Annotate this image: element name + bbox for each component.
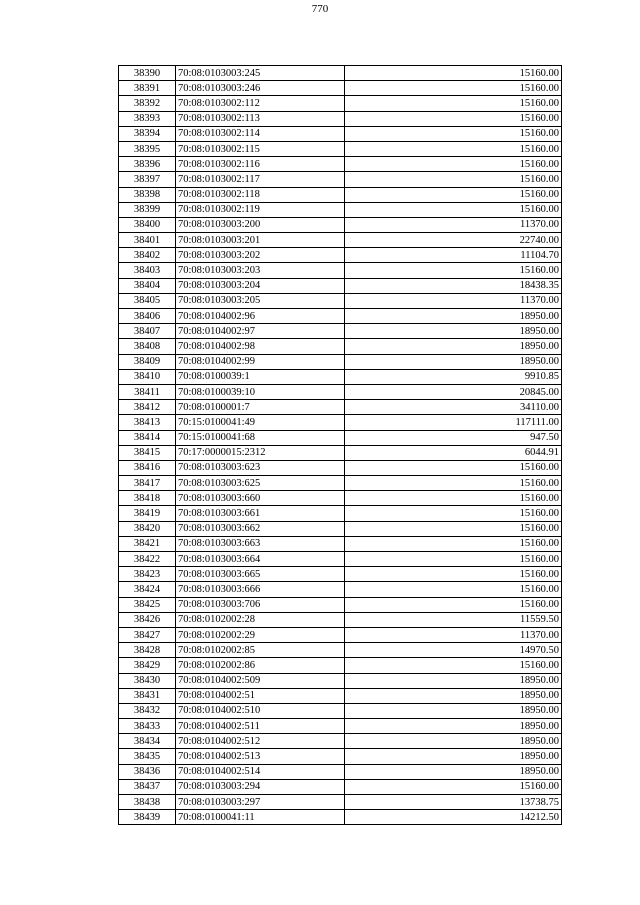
table-row [119, 111, 562, 126]
row-number-cell: 38393 [119, 111, 176, 126]
row-number-cell: 38433 [119, 719, 176, 734]
value-cell: 18950.00 [345, 734, 562, 749]
table-row [119, 612, 562, 627]
row-number-cell: 38406 [119, 309, 176, 324]
value-cell: 18438.35 [345, 278, 562, 293]
row-number-cell: 38435 [119, 749, 176, 764]
cadastral-number-cell: 70:08:0103003:706 [176, 597, 345, 612]
cadastral-number-cell: 70:08:0103003:666 [176, 582, 345, 597]
value-cell: 15160.00 [345, 491, 562, 506]
table-row [119, 536, 562, 551]
row-number-cell: 38401 [119, 233, 176, 248]
cadastral-number-cell: 70:08:0103002:118 [176, 187, 345, 202]
cadastral-number-cell: 70:08:0103002:117 [176, 172, 345, 187]
row-number-cell: 38430 [119, 673, 176, 688]
cadastral-number-cell: 70:15:0100041:49 [176, 415, 345, 430]
cadastral-number-cell: 70:08:0103003:201 [176, 233, 345, 248]
value-cell: 18950.00 [345, 749, 562, 764]
table-row [119, 293, 562, 308]
row-number-cell: 38413 [119, 415, 176, 430]
row-number-cell: 38417 [119, 476, 176, 491]
row-number-cell: 38420 [119, 521, 176, 536]
table-row [119, 172, 562, 187]
cadastral-number-cell: 70:08:0103003:297 [176, 795, 345, 810]
table-row [119, 597, 562, 612]
table-row [119, 643, 562, 658]
value-cell: 15160.00 [345, 658, 562, 673]
table-row [119, 339, 562, 354]
value-cell: 14970.50 [345, 643, 562, 658]
row-number-cell: 38400 [119, 217, 176, 232]
table-row [119, 764, 562, 779]
cadastral-number-cell: 70:08:0104002:98 [176, 339, 345, 354]
table-row [119, 400, 562, 415]
table-row [119, 141, 562, 156]
table-row [119, 460, 562, 475]
table-row [119, 506, 562, 521]
cadastral-number-cell: 70:17:0000015:2312 [176, 445, 345, 460]
table-row [119, 779, 562, 794]
value-cell: 13738.75 [345, 795, 562, 810]
row-number-cell: 38414 [119, 430, 176, 445]
row-number-cell: 38396 [119, 157, 176, 172]
value-cell: 18950.00 [345, 764, 562, 779]
cadastral-number-cell: 70:08:0103002:119 [176, 202, 345, 217]
row-number-cell: 38422 [119, 552, 176, 567]
cadastral-number-cell: 70:08:0103003:294 [176, 779, 345, 794]
cadastral-number-cell: 70:08:0102002:28 [176, 612, 345, 627]
cadastral-number-cell: 70:08:0103002:112 [176, 96, 345, 111]
value-cell: 15160.00 [345, 263, 562, 278]
row-number-cell: 38426 [119, 612, 176, 627]
row-number-cell: 38397 [119, 172, 176, 187]
value-cell: 11370.00 [345, 627, 562, 642]
cadastral-number-cell: 70:08:0100041:11 [176, 810, 345, 825]
table-row [119, 96, 562, 111]
value-cell: 15160.00 [345, 111, 562, 126]
value-cell: 947.50 [345, 430, 562, 445]
cadastral-number-cell: 70:08:0103003:664 [176, 552, 345, 567]
cadastral-number-cell: 70:08:0104002:512 [176, 734, 345, 749]
value-cell: 6044.91 [345, 445, 562, 460]
value-cell: 18950.00 [345, 324, 562, 339]
cadastral-number-cell: 70:08:0103003:662 [176, 521, 345, 536]
value-cell: 34110.00 [345, 400, 562, 415]
table-row [119, 582, 562, 597]
table-row [119, 66, 562, 81]
cadastral-number-cell: 70:08:0103003:204 [176, 278, 345, 293]
table-row [119, 126, 562, 141]
table-row [119, 734, 562, 749]
table-row [119, 491, 562, 506]
value-cell: 18950.00 [345, 354, 562, 369]
value-cell: 15160.00 [345, 521, 562, 536]
value-cell: 18950.00 [345, 673, 562, 688]
row-number-cell: 38403 [119, 263, 176, 278]
table-row [119, 749, 562, 764]
value-cell: 18950.00 [345, 703, 562, 718]
value-cell: 15160.00 [345, 582, 562, 597]
value-cell: 14212.50 [345, 810, 562, 825]
table-row [119, 445, 562, 460]
row-number-cell: 38418 [119, 491, 176, 506]
table-row [119, 217, 562, 232]
row-number-cell: 38432 [119, 703, 176, 718]
value-cell: 15160.00 [345, 567, 562, 582]
value-cell: 15160.00 [345, 476, 562, 491]
row-number-cell: 38423 [119, 567, 176, 582]
cadastral-number-cell: 70:15:0100041:68 [176, 430, 345, 445]
value-cell: 15160.00 [345, 506, 562, 521]
table-row [119, 81, 562, 96]
cadastral-number-cell: 70:08:0104002:509 [176, 673, 345, 688]
cadastral-number-cell: 70:08:0103003:203 [176, 263, 345, 278]
table-row [119, 476, 562, 491]
cadastral-number-cell: 70:08:0103002:116 [176, 157, 345, 172]
cadastral-number-cell: 70:08:0103003:245 [176, 66, 345, 81]
cadastral-number-cell: 70:08:0100039:1 [176, 369, 345, 384]
table-row [119, 627, 562, 642]
row-number-cell: 38431 [119, 688, 176, 703]
value-cell: 15160.00 [345, 552, 562, 567]
value-cell: 15160.00 [345, 779, 562, 794]
cadastral-number-cell: 70:08:0103003:205 [176, 293, 345, 308]
value-cell: 22740.00 [345, 233, 562, 248]
cadastral-number-cell: 70:08:0102002:85 [176, 643, 345, 658]
row-number-cell: 38408 [119, 339, 176, 354]
value-cell: 11559.50 [345, 612, 562, 627]
row-number-cell: 38415 [119, 445, 176, 460]
cadastral-number-cell: 70:08:0104002:97 [176, 324, 345, 339]
row-number-cell: 38439 [119, 810, 176, 825]
row-number-cell: 38391 [119, 81, 176, 96]
cadastral-value-table [118, 65, 562, 825]
row-number-cell: 38436 [119, 764, 176, 779]
row-number-cell: 38427 [119, 627, 176, 642]
row-number-cell: 38429 [119, 658, 176, 673]
cadastral-number-cell: 70:08:0102002:29 [176, 627, 345, 642]
value-cell: 15160.00 [345, 460, 562, 475]
table-row [119, 233, 562, 248]
cadastral-number-cell: 70:08:0104002:514 [176, 764, 345, 779]
value-cell: 20845.00 [345, 384, 562, 399]
row-number-cell: 38398 [119, 187, 176, 202]
cadastral-number-cell: 70:08:0102002:86 [176, 658, 345, 673]
table-row [119, 369, 562, 384]
row-number-cell: 38421 [119, 536, 176, 551]
value-cell: 15160.00 [345, 536, 562, 551]
value-cell: 18950.00 [345, 309, 562, 324]
cadastral-number-cell: 70:08:0104002:96 [176, 309, 345, 324]
table-body [119, 66, 562, 825]
cadastral-number-cell: 70:08:0103003:200 [176, 217, 345, 232]
table-row [119, 719, 562, 734]
value-cell: 15160.00 [345, 66, 562, 81]
cadastral-number-cell: 70:08:0104002:99 [176, 354, 345, 369]
cadastral-number-cell: 70:08:0103003:661 [176, 506, 345, 521]
table-row [119, 521, 562, 536]
cadastral-number-cell: 70:08:0104002:513 [176, 749, 345, 764]
row-number-cell: 38425 [119, 597, 176, 612]
value-cell: 15160.00 [345, 157, 562, 172]
cadastral-number-cell: 70:08:0100039:10 [176, 384, 345, 399]
table-row [119, 688, 562, 703]
row-number-cell: 38434 [119, 734, 176, 749]
value-cell: 15160.00 [345, 126, 562, 141]
table-row [119, 248, 562, 263]
value-cell: 9910.85 [345, 369, 562, 384]
value-cell: 11370.00 [345, 217, 562, 232]
row-number-cell: 38424 [119, 582, 176, 597]
value-cell: 15160.00 [345, 202, 562, 217]
cadastral-number-cell: 70:08:0103003:623 [176, 460, 345, 475]
table-row [119, 278, 562, 293]
row-number-cell: 38390 [119, 66, 176, 81]
cadastral-number-cell: 70:08:0103003:660 [176, 491, 345, 506]
cadastral-number-cell: 70:08:0103003:663 [176, 536, 345, 551]
value-cell: 15160.00 [345, 187, 562, 202]
row-number-cell: 38395 [119, 141, 176, 156]
cadastral-number-cell: 70:08:0103003:202 [176, 248, 345, 263]
page-number: 770 [311, 3, 329, 15]
table-row [119, 157, 562, 172]
row-number-cell: 38409 [119, 354, 176, 369]
cadastral-number-cell: 70:08:0103003:246 [176, 81, 345, 96]
row-number-cell: 38402 [119, 248, 176, 263]
table-row [119, 202, 562, 217]
row-number-cell: 38437 [119, 779, 176, 794]
cadastral-number-cell: 70:08:0103002:113 [176, 111, 345, 126]
cadastral-number-cell: 70:08:0100001:7 [176, 400, 345, 415]
table-row [119, 567, 562, 582]
row-number-cell: 38438 [119, 795, 176, 810]
table-row [119, 384, 562, 399]
row-number-cell: 38404 [119, 278, 176, 293]
table-row [119, 430, 562, 445]
value-cell: 18950.00 [345, 719, 562, 734]
row-number-cell: 38394 [119, 126, 176, 141]
cadastral-number-cell: 70:08:0103003:665 [176, 567, 345, 582]
cadastral-number-cell: 70:08:0103003:625 [176, 476, 345, 491]
value-cell: 18950.00 [345, 688, 562, 703]
table-row [119, 415, 562, 430]
table-row [119, 324, 562, 339]
value-cell: 15160.00 [345, 172, 562, 187]
row-number-cell: 38399 [119, 202, 176, 217]
table-row [119, 810, 562, 825]
table-row [119, 658, 562, 673]
row-number-cell: 38428 [119, 643, 176, 658]
value-cell: 15160.00 [345, 96, 562, 111]
value-cell: 15160.00 [345, 141, 562, 156]
table-row [119, 309, 562, 324]
cadastral-number-cell: 70:08:0104002:51 [176, 688, 345, 703]
row-number-cell: 38419 [119, 506, 176, 521]
cadastral-number-cell: 70:08:0104002:510 [176, 703, 345, 718]
row-number-cell: 38405 [119, 293, 176, 308]
value-cell: 11370.00 [345, 293, 562, 308]
table-row [119, 703, 562, 718]
table-row [119, 187, 562, 202]
row-number-cell: 38411 [119, 384, 176, 399]
table-row [119, 263, 562, 278]
row-number-cell: 38412 [119, 400, 176, 415]
table-row [119, 354, 562, 369]
value-cell: 15160.00 [345, 597, 562, 612]
table-row [119, 552, 562, 567]
value-cell: 117111.00 [345, 415, 562, 430]
cadastral-number-cell: 70:08:0103002:114 [176, 126, 345, 141]
table-row [119, 673, 562, 688]
cadastral-number-cell: 70:08:0103002:115 [176, 141, 345, 156]
value-cell: 11104.70 [345, 248, 562, 263]
row-number-cell: 38410 [119, 369, 176, 384]
row-number-cell: 38392 [119, 96, 176, 111]
row-number-cell: 38416 [119, 460, 176, 475]
cadastral-number-cell: 70:08:0104002:511 [176, 719, 345, 734]
value-cell: 18950.00 [345, 339, 562, 354]
table-row [119, 795, 562, 810]
value-cell: 15160.00 [345, 81, 562, 96]
row-number-cell: 38407 [119, 324, 176, 339]
